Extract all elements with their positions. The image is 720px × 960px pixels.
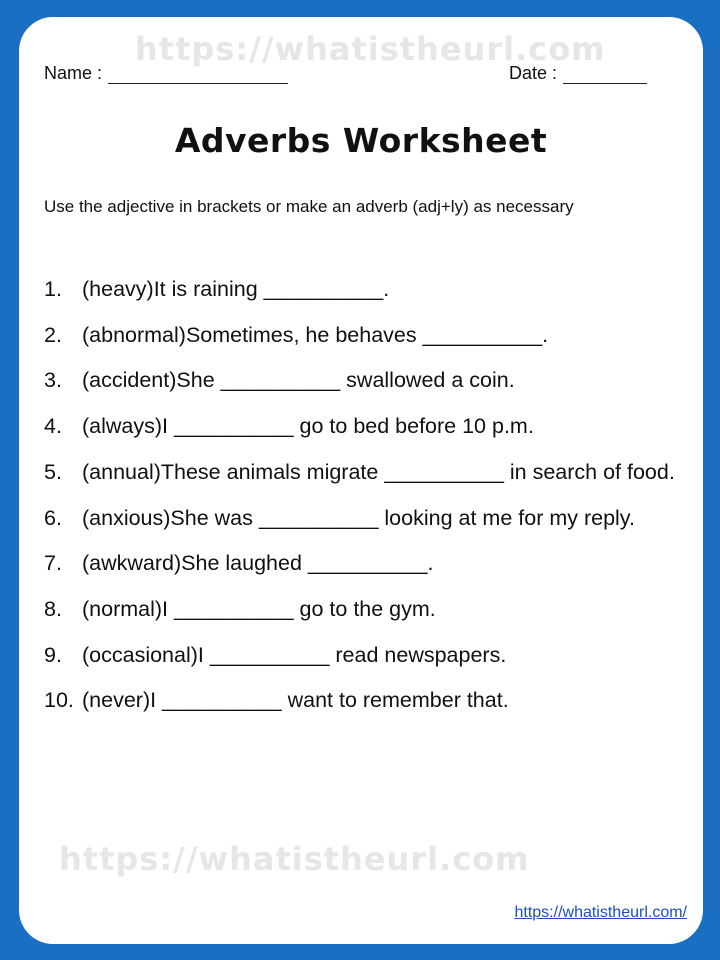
question-text: (normal)I __________ go to the gym. [82, 596, 436, 621]
page-title: Adverbs Worksheet [174, 121, 548, 160]
question-number: 4. [44, 414, 62, 439]
watermark-bottom: https://whatistheurl.com [59, 840, 530, 878]
worksheet-page [19, 17, 703, 944]
question-item [44, 633, 684, 679]
question-text: (heavy)It is raining __________. [82, 277, 390, 301]
question-item [44, 496, 684, 542]
question-number: 6. [44, 505, 62, 530]
question-text: (accident)She __________ swallowed a coin. [82, 368, 515, 393]
question-item [44, 267, 684, 313]
question-number: 3. [44, 368, 62, 393]
date-field [509, 63, 647, 84]
question-item [44, 678, 684, 724]
question-item [44, 313, 684, 359]
question-text: (never)I __________ want to remember that. [82, 688, 509, 713]
question-item [44, 404, 684, 450]
question-list [44, 267, 684, 724]
question-text: (annual)These animals migrate __________ in search of food. [82, 459, 675, 484]
question-number: 1. [44, 277, 62, 301]
question-number: 9. [44, 642, 62, 667]
date-label: Date : [509, 63, 558, 83]
source-link[interactable]: https://whatistheurl.com/ [514, 904, 687, 921]
name-field [44, 63, 288, 84]
watermark-top: https://whatistheurl.com [135, 30, 606, 68]
question-item [44, 541, 684, 587]
question-text: (anxious)She was __________ looking at me for my reply. [82, 505, 635, 530]
question-text: (abnormal)Sometimes, he behaves __________. [82, 322, 549, 347]
question-number: 8. [44, 596, 62, 621]
question-text: (always)I __________ go to bed before 10 p.m. [82, 414, 534, 439]
name-label: Name : [44, 63, 103, 83]
date-blank [563, 67, 647, 84]
question-number: 10. [44, 688, 74, 713]
question-number: 5. [44, 459, 62, 484]
instructions: Use the adjective in brackets or make an adverb (adj+ly) as necessary [44, 197, 574, 216]
name-blank [108, 67, 288, 84]
question-number: 2. [44, 322, 62, 347]
question-text: (awkward)She laughed __________. [82, 551, 434, 576]
question-item [44, 358, 684, 404]
question-item [44, 450, 684, 496]
question-text: (occasional)I __________ read newspapers. [82, 642, 507, 667]
question-item [44, 587, 684, 633]
question-number: 7. [44, 551, 62, 576]
